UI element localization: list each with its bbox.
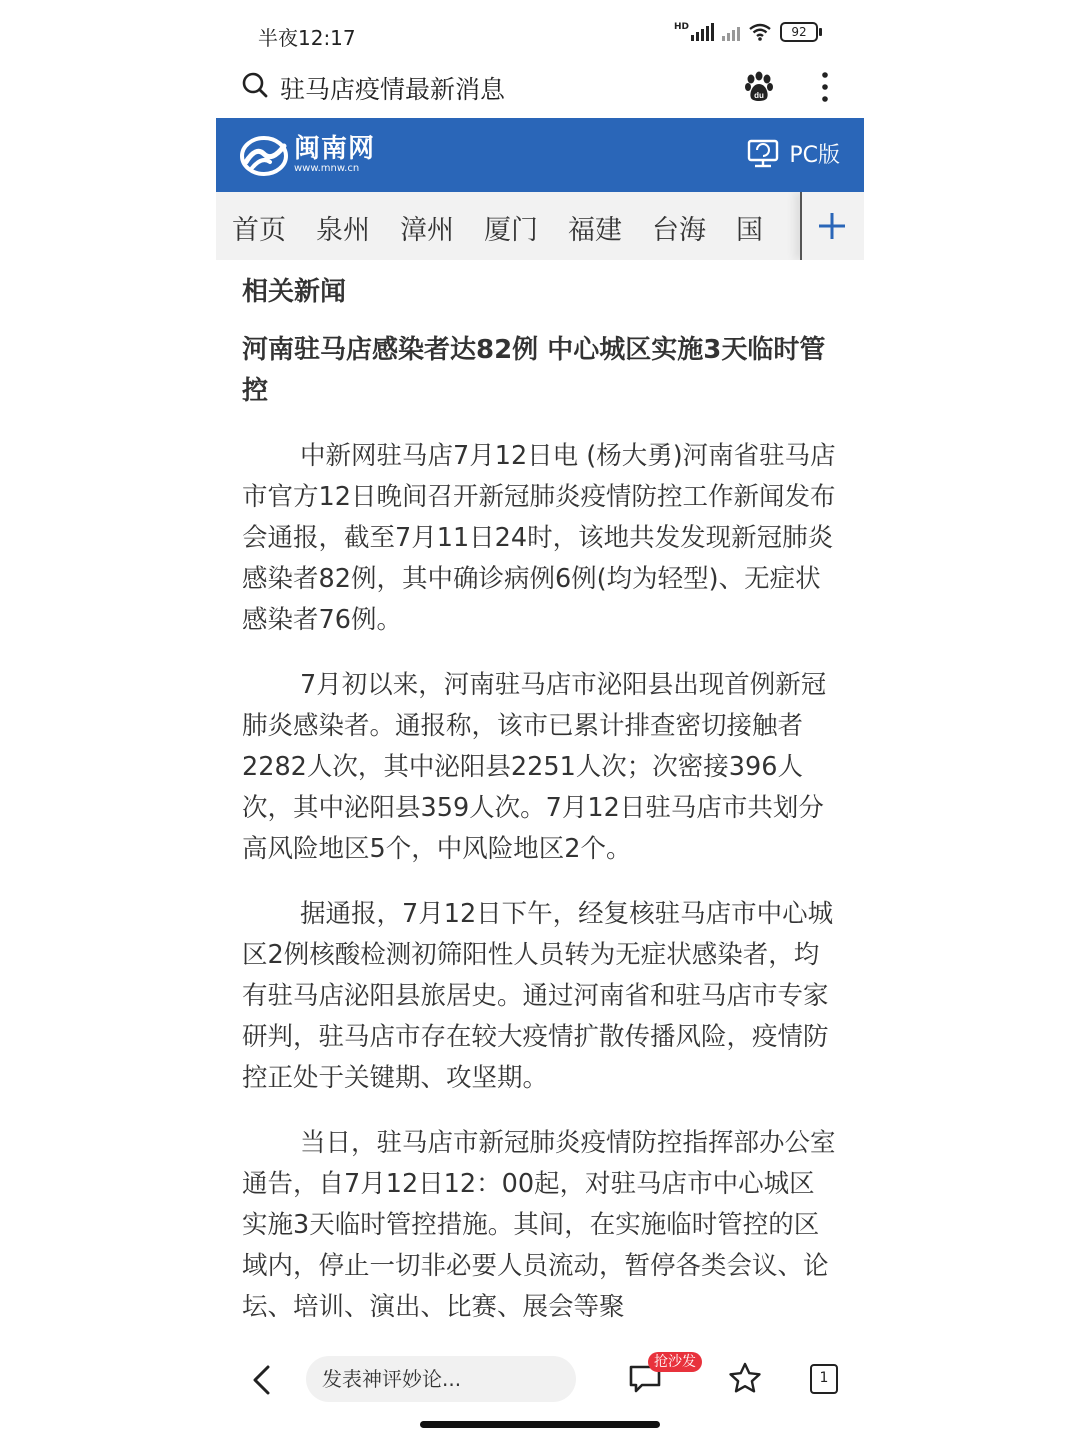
article-paragraph: 中新网驻马店7月12日电 (杨大勇)河南省驻马店市官方12日晚间召开新冠肺炎疫情防控工作新闻发布会通报，截至7月11日24时，该地共发发现新冠肺炎感染者82例，其中确诊病例6例(均为轻型)、无症状感染者76例。 xyxy=(242,441,836,635)
nav-item-guo[interactable]: 国 xyxy=(736,215,763,246)
article-headline[interactable]: 河南驻马店感染者达82例 中心城区实施3天临时管控 xyxy=(242,335,826,406)
battery-icon xyxy=(780,22,818,42)
phone-screen xyxy=(216,0,864,1439)
more-icon[interactable] xyxy=(816,68,834,106)
article-content xyxy=(242,270,840,1328)
nav-item-home[interactable]: 首页 xyxy=(232,215,286,246)
pc-version-label: PC版 xyxy=(789,143,840,168)
status-icons xyxy=(674,22,818,42)
nav-item-quanzhou[interactable]: 泉州 xyxy=(316,215,370,246)
svg-text:du: du xyxy=(754,91,764,100)
monitor-icon xyxy=(747,139,779,169)
search-icon xyxy=(242,72,268,98)
signal-icon xyxy=(691,23,714,41)
pc-version-button[interactable] xyxy=(747,138,840,169)
plus-icon xyxy=(818,212,846,240)
tab-count-button[interactable] xyxy=(810,1364,838,1394)
comment-input[interactable]: 发表神评妙论... xyxy=(306,1356,576,1402)
nav-item-zhangzhou[interactable]: 漳州 xyxy=(400,215,454,246)
add-channel-button[interactable] xyxy=(800,192,864,260)
status-time: 半夜12:17 xyxy=(258,26,356,50)
wifi-icon xyxy=(748,23,772,41)
hd-label: HD xyxy=(673,22,689,32)
article-paragraph: 据通报，7月12日下午，经复核驻马店市中心城区2例核酸检测初筛阳性人员转为无症状感染者，均有驻马店泌阳县旅居史。通过河南省和驻马店市专家研判，驻马店市存在较大疫情扩散传播风险，疫情防控正处于关键期、攻坚期。 xyxy=(242,899,834,1093)
site-name: 闽南网 xyxy=(294,134,376,164)
channel-nav xyxy=(216,192,864,260)
site-logo[interactable] xyxy=(240,132,375,178)
search-query[interactable]: 驻马店疫情最新消息 xyxy=(280,75,506,104)
logo-mark-icon xyxy=(240,132,290,178)
star-icon[interactable] xyxy=(728,1362,762,1394)
nav-item-xiamen[interactable]: 厦门 xyxy=(484,215,538,246)
article-paragraph: 当日，驻马店市新冠肺炎疫情防控指挥部办公室通告，自7月12日12：00起，对驻马店市中心城区实施3天临时管控措施。其间，在实施临时管控的区域内，停止一切非必要人员流动，暂停各类会议、论坛、培训、演出、比赛、展会等聚 xyxy=(242,1128,836,1322)
battery-level: 92 xyxy=(791,25,807,39)
nav-item-taihai[interactable]: 台海 xyxy=(652,215,706,246)
comment-badge: 抢沙发 xyxy=(648,1352,702,1372)
tab-count: 1 xyxy=(819,1370,829,1386)
home-indicator[interactable] xyxy=(420,1421,660,1428)
channel-list xyxy=(232,208,763,247)
search-bar[interactable] xyxy=(216,60,864,118)
signal-secondary-icon xyxy=(722,23,740,41)
article-paragraph: 7月初以来，河南驻马店市泌阳县出现首例新冠肺炎感染者。通报称，该市已累计排查密切接触者2282人次，其中泌阳县2251人次；次密接396人次，其中泌阳县359人次。7月12日驻马店市共划分高风险地区5个，中风险地区2个。 xyxy=(242,670,827,864)
site-header xyxy=(216,118,864,192)
bottom-toolbar xyxy=(216,1342,864,1414)
related-news-title: 相关新闻 xyxy=(242,277,347,307)
nav-item-fujian[interactable]: 福建 xyxy=(568,215,622,246)
site-url: www.mnw.cn xyxy=(294,163,360,174)
baidu-paw-icon[interactable] xyxy=(742,70,776,104)
back-icon[interactable] xyxy=(250,1364,274,1396)
